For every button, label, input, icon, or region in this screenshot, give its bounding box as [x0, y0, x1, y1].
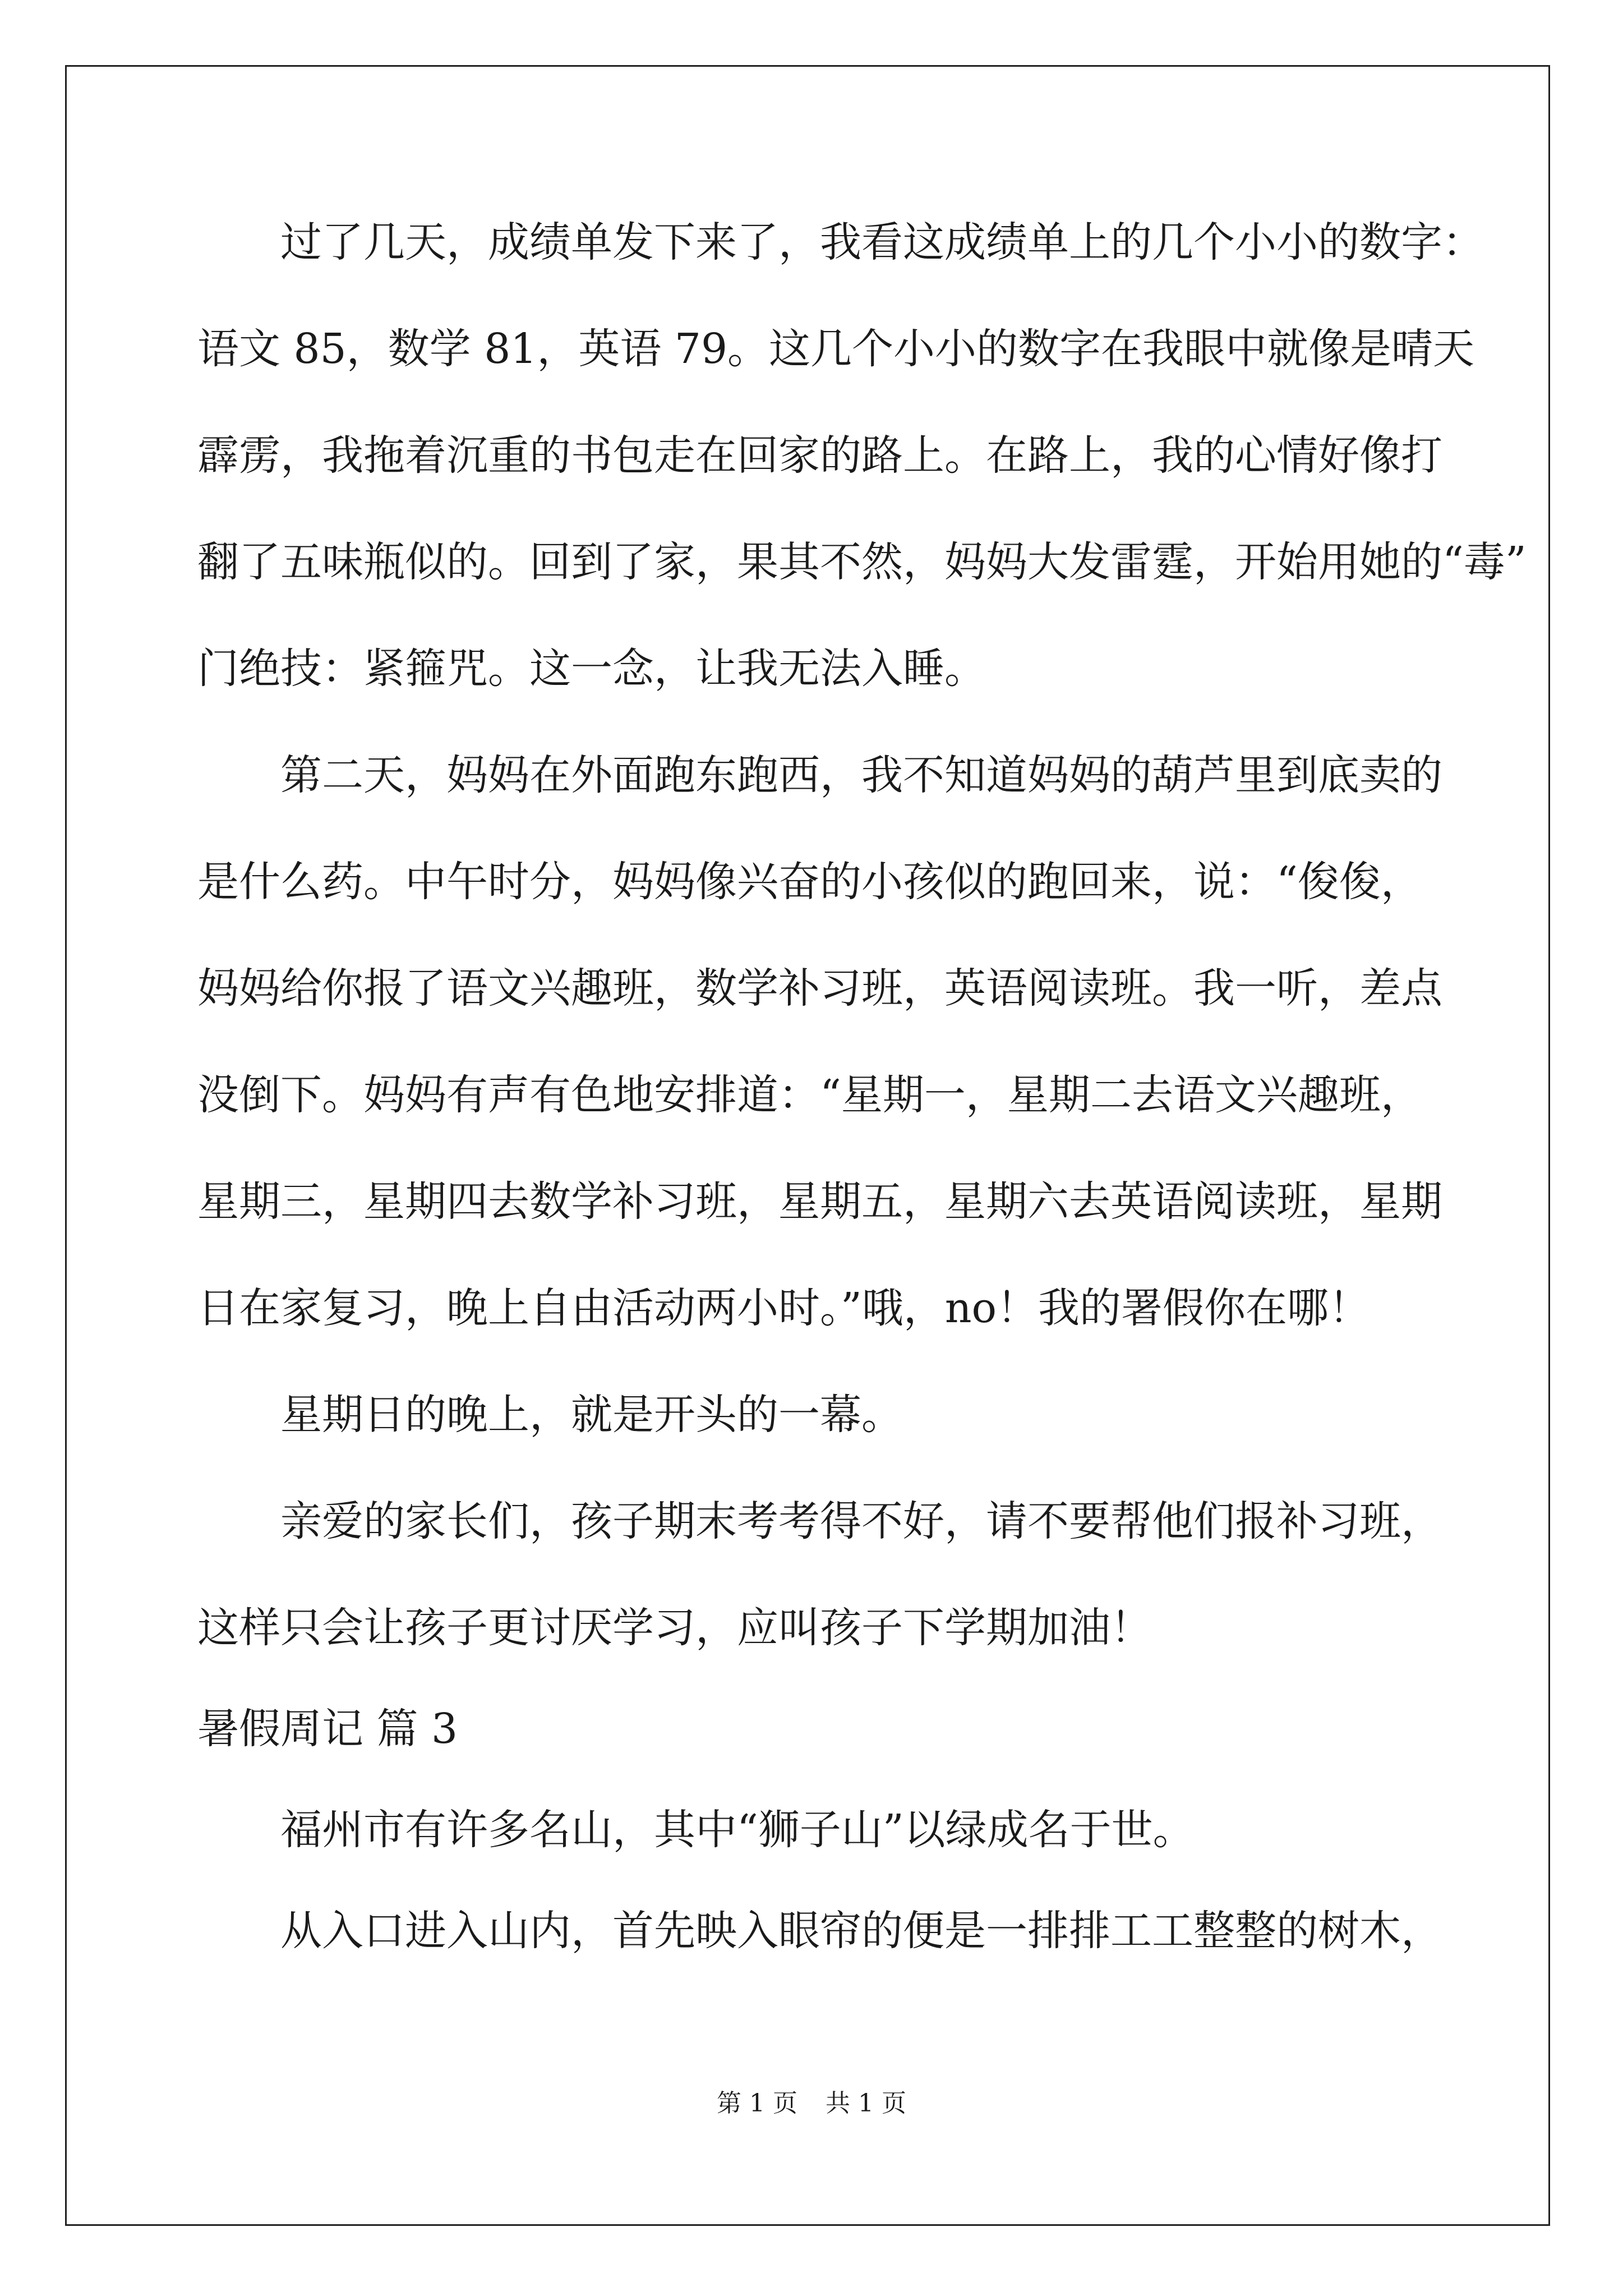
- paragraph-line: 亲爱的家长们，孩子期末考考得不好，请不要帮他们报补习班，: [280, 1497, 1442, 1545]
- page-number: 第 1 页: [717, 2089, 797, 2118]
- paragraph-line: 是什么药。中午时分，妈妈像兴奋的小孩似的跑回来，说：“俊俊，: [197, 858, 1422, 906]
- section-heading: 暑假周记 篇 3: [197, 1705, 458, 1753]
- paragraph-line: 没倒下。妈妈有声有色地安排道：“星期一，星期二去语文兴趣班，: [197, 1071, 1422, 1119]
- page-footer: [0, 2087, 1623, 2120]
- paragraph-line: 过了几天，成绩单发下来了，我看这成绩单上的几个小小的数字：: [280, 218, 1484, 266]
- paragraph-line: 日在家复习，晚上自由活动两小时。”哦，no！我的署假你在哪！: [197, 1284, 1371, 1332]
- paragraph-line: 从入口进入山内，首先映入眼帘的便是一排排工工整整的树木，: [280, 1907, 1442, 1955]
- paragraph-line: 星期日的晚上，就是开头的一幕。: [280, 1391, 903, 1439]
- paragraph-line: 星期三，星期四去数学补习班，星期五，星期六去英语阅读班，星期: [197, 1177, 1442, 1226]
- paragraph-line: 福州市有许多名山，其中“狮子山”以绿成名于世。: [280, 1806, 1195, 1854]
- paragraph-line: 语文 85，数学 81，英语 79。这几个小小的数字在我眼中就像是晴天: [197, 325, 1475, 373]
- paragraph-line: 霹雳，我拖着沉重的书包走在回家的路上。在路上，我的心情好像打: [197, 431, 1442, 480]
- page-border: [65, 65, 1550, 2226]
- page-total: 共 1 页: [826, 2089, 906, 2118]
- paragraph-line: 妈妈给你报了语文兴趣班，数学补习班，英语阅读班。我一听，差点: [197, 964, 1442, 1013]
- paragraph-line: 门绝技：紧箍咒。这一念，让我无法入睡。: [197, 645, 986, 693]
- paragraph-line: 翻了五味瓶似的。回到了家，果其不然，妈妈大发雷霆，开始用她的“毒”: [197, 538, 1527, 586]
- paragraph-line: 第二天，妈妈在外面跑东跑西，我不知道妈妈的葫芦里到底卖的: [280, 751, 1442, 799]
- paragraph-line: 这样只会让孩子更讨厌学习，应叫孩子下学期加油！: [197, 1604, 1152, 1652]
